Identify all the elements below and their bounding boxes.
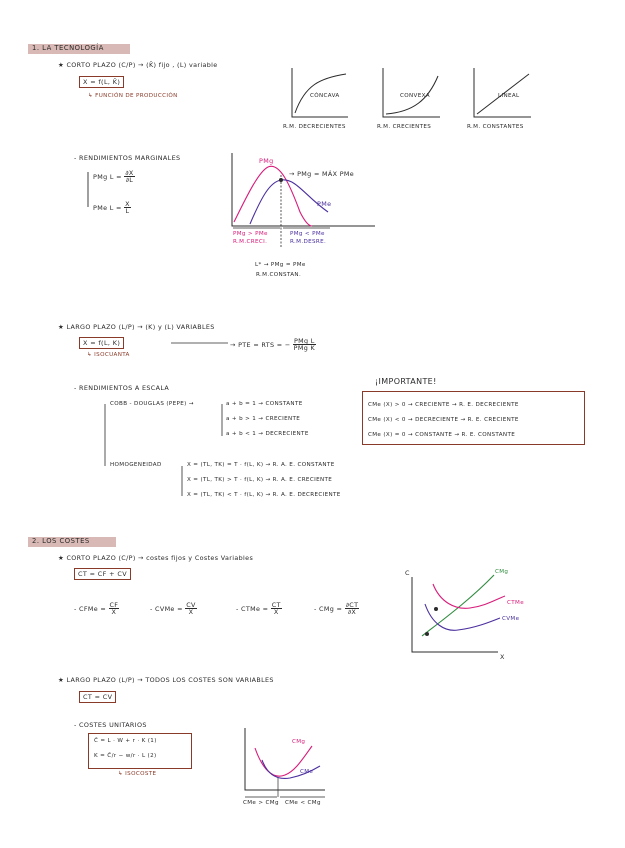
chart2-ctme-label: CTMe (507, 600, 524, 606)
section-title-technology: 1. LA TECNOLOGÍA (32, 44, 104, 52)
chart2-cvme-label: CVMe (502, 616, 520, 622)
chart1-left-line1: PMg > PMe (233, 231, 268, 237)
scale-returns-heading: - RENDIMIENTOS A ESCALA (74, 384, 170, 392)
isocost-label: ↳ ISOCOSTE (118, 771, 157, 777)
formula-ctme: - CTMe = $\frac{CT}{X}$ (236, 601, 281, 617)
homog-item-1: X = (TL, TK) = T · f(L, K) → R. A. E. CONSTANTE (187, 462, 335, 468)
isoquant-label: ↳ ISOCUANTA (87, 352, 130, 358)
chart1-right-line1: PMg < PMe (290, 231, 325, 237)
chart1-pme-label: PMe (317, 200, 332, 208)
chart1-max-label: → PMg = MÁX PMe (289, 170, 355, 178)
returns-constant: R.M. CONSTANTES (467, 124, 524, 130)
rts-formula: → PTE = RTS = − $\frac{\text{PMg L}}{\text{PMg K}}$ (230, 337, 316, 353)
cost-chart (412, 575, 505, 652)
chart1-lstar-line2: R.M.CONSTAN. (256, 272, 302, 278)
ctme-curve (433, 584, 505, 608)
homogeneity-label: HOMOGENEIDAD (110, 462, 162, 468)
cobb-item-3: a + b < 1 → DECRECIENTE (226, 431, 309, 437)
curve-shape-concave: CÓNCAVA (310, 93, 340, 99)
cobb-item-1: a + b = 1 → CONSTANTE (226, 401, 303, 407)
chart3-right-label: CMe < CMg (285, 800, 321, 806)
formula-cmg: - CMg = $\frac{\partial CT}{\partial X}$ (314, 601, 359, 617)
curve-shape-convex: CONVEXA (400, 93, 430, 99)
chart1-right-line2: R.M.DESRE. (290, 239, 327, 245)
marginal-returns-heading: - RENDIMIENTOS MARGINALES (74, 154, 181, 162)
chart2-cmg-label: CMg (495, 569, 509, 575)
production-function-label: ↳ FUNCIÓN DE PRODUCCIÓN (88, 93, 178, 99)
homog-item-3: X = (TL, TK) < T · f(L, K) → R. A. E. DECRECIENTE (187, 492, 341, 498)
pme-formula: PMe L = $\frac{X}{L}$ (93, 200, 130, 216)
formula-cvme: - CVMe = $\frac{CV}{X}$ (150, 601, 196, 617)
chart2-c-label: C (405, 569, 410, 577)
unit-cost-eq-1: C̄ = L · W + r · K (1) (94, 738, 157, 744)
curve-shape-linear: LINEAL (498, 93, 520, 99)
cobb-item-2: a + b > 1 → CRECIENTE (226, 416, 301, 422)
ct-box: CT = CF + CV (74, 568, 131, 580)
costs-long-run-heading: ★ LARGO PLAZO (L/P) → TODOS LOS COSTES SON VARIABLES (58, 676, 274, 684)
chart3-cme-label: CMe (300, 769, 314, 775)
important-title: ¡IMPORTANTE! (375, 377, 437, 386)
section-title-costs: 2. LOS COSTES (32, 537, 90, 545)
important-item-2: CMe (X) < 0 → DECRECIENTE → R. E. CRECIENTE (368, 417, 519, 423)
formula-cfme: - CFMe = $\frac{CF}{X}$ (74, 601, 119, 617)
unit-cost-eq-2: K = C̄/r − w/r · L (2) (94, 753, 157, 759)
ct-lp-box: CT = CV (79, 691, 116, 703)
chart1-left-line2: R.M.CRECI. (233, 239, 268, 245)
unit-costs-heading: - COSTES UNITARIOS (74, 721, 147, 729)
costs-short-run-heading: ★ CORTO PLAZO (C/P) → costes fijos y Costes Variables (58, 554, 254, 562)
lp-cost-chart (245, 728, 325, 797)
isoquant-function-box: X = f(L, K) (79, 337, 124, 349)
cobb-douglas-label: COBB - DOUGLAS (PEPE) → (110, 401, 194, 407)
short-run-heading: ★ CORTO PLAZO (C/P) → (K̄) fijo , (L) variable (58, 61, 218, 69)
long-run-heading: ★ LARGO PLAZO (L/P) → (K) y (L) VARIABLES (58, 323, 215, 331)
important-item-1: CMe (X) > 0 → CRECIENTE → R. E. DECRECIENTE (368, 402, 519, 408)
production-function-box: X = f(L, K̄) (79, 76, 124, 88)
chart2-x-label: X (500, 653, 505, 661)
homog-item-2: X = (TL, TK) > T · f(L, K) → R. A. E. CRECIENTE (187, 477, 333, 483)
chart3-left-label: CMe > CMg (243, 800, 279, 806)
pmg-pme-intersection (279, 178, 283, 182)
pmg-formula: PMg L = $\frac{\partial X}{\partial L}$ (93, 169, 134, 185)
returns-decreasing: R.M. DECRECIENTES (283, 124, 346, 130)
chart1-lstar-line1: L* → PMg = PMe (255, 262, 306, 268)
important-item-3: CMe (X) = 0 → CONSTANTE → R. E. CONSTANTE (368, 432, 516, 438)
returns-increasing: R.M. CRECIENTES (377, 124, 432, 130)
chart3-cmg-label: CMg (292, 739, 306, 745)
chart1-pmg-label: PMg (259, 157, 274, 165)
